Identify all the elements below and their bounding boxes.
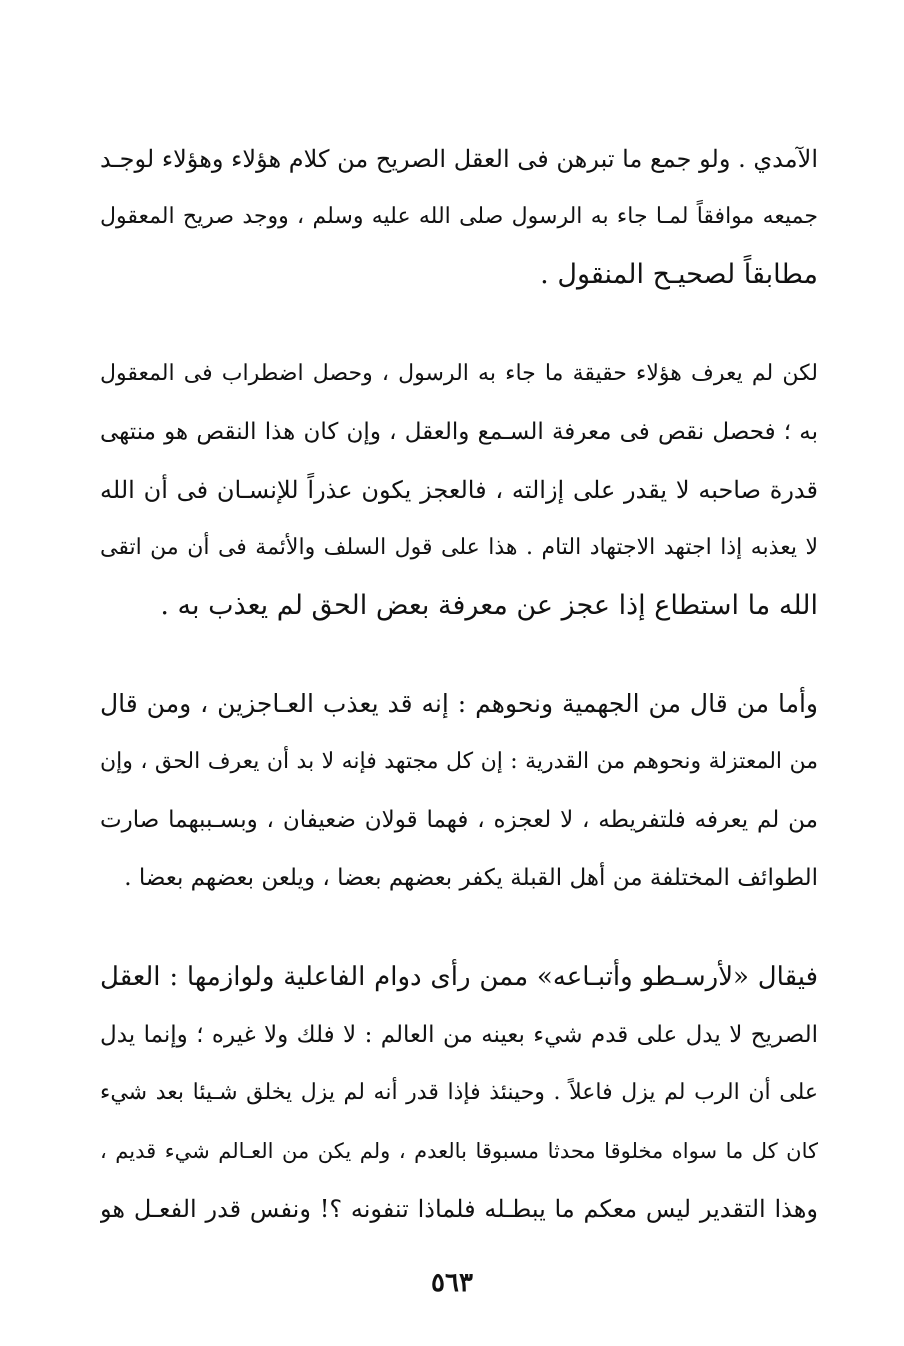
paragraph-2 — [100, 345, 818, 635]
text-line: كان كل ما سواه مخلوقا محدثا مسبوقا بالعدم ، ولم يكن من العـالم شيء قديم ، — [100, 1139, 818, 1163]
text-line: مطابقاً لصحيـح المنقول . — [540, 259, 818, 290]
text-line: به ؛ فحصل نقص فى معرفة السـمع والعقل ، وإن كان هذا النقص هو منتهى — [100, 419, 818, 445]
text-line: من لم يعرفه فلتفريطه ، لا لعجزه ، فهما قولان ضعيفان ، وبسـببهما صارت — [100, 807, 818, 833]
text-line: لكن لم يعرف هؤلاء حقيقة ما جاء به الرسول ، وحصل اضطراب فى المعقول — [100, 361, 818, 386]
text-line: وهذا التقدير ليس معكم ما يبطـله فلماذا تنفونه ؟! ونفس قدر الفعـل هو — [100, 1195, 818, 1223]
text-line: الصريح لا يدل على قدم شيء بعينه من العالم : لا فلك ولا غيره ؛ وإنما يدل — [100, 1022, 818, 1048]
text-line: على أن الرب لم يزل فاعلاً . وحينئذ فإذا قدر أنه لم يزل يخلق شـيئا بعد شيء — [100, 1080, 818, 1105]
text-line: جميعه موافقاً لمـا جاء به الرسول صلى الله عليه وسلم ، ووجد صريح المعقول — [100, 204, 818, 229]
text-line: من المعتزلة ونحوهم من القدرية : إن كل مجتهد فإنه لا بد أن يعرف الحق ، وإن — [100, 749, 818, 774]
text-line: قدرة صاحبه لا يقدر على إزالته ، فالعجز يكون عذراً للإنسـان فى أن الله — [100, 476, 818, 504]
text-line: الآمدي . ولو جمع ما تبرهن فى العقل الصريح من كلام هؤلاء وهؤلاء لوجـد — [100, 145, 818, 173]
page-number: ٥٦٣ — [431, 1268, 473, 1298]
text-line: وأما من قال من الجهمية ونحوهم : إنه قد يعذب العـاجزين ، ومن قال — [100, 689, 818, 718]
paragraph-3 — [100, 675, 818, 907]
paragraph-1 — [100, 130, 818, 304]
paragraph-4 — [100, 948, 818, 1238]
text-line: لا يعذبه إذا اجتهد الاجتهاد التام . هذا على قول السلف والأئمة فى أن من اتقى — [100, 535, 818, 560]
text-line: الله ما استطاع إذا عجز عن معرفة بعض الحق لم يعذب به . — [160, 590, 818, 621]
text-line: الطوائف المختلفة من أهل القبلة يكفر بعضهم بعضا ، ويلعن بعضهم بعضا . — [124, 865, 818, 891]
text-line: فيقال «لأرسـطو وأتبـاعه» ممن رأى دوام الفاعلية ولوازمها : العقل — [100, 962, 818, 992]
